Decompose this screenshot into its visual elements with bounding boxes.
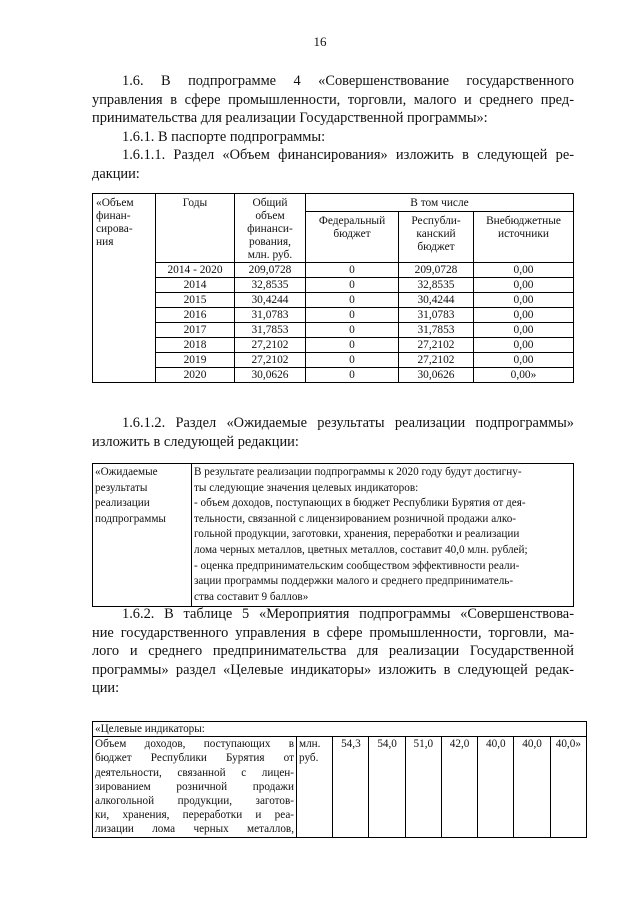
financing-row bbox=[93, 263, 574, 278]
cell-line: ства составит 9 баллов» bbox=[194, 590, 309, 603]
indicators-header: «Целевые индикаторы: bbox=[93, 722, 587, 737]
financing-label-continuation bbox=[93, 338, 156, 353]
cell-line: Республи- bbox=[411, 215, 461, 227]
cell-federal: 0 bbox=[306, 308, 399, 323]
cell-republic: 31,0783 bbox=[399, 308, 474, 323]
results-content-cell bbox=[192, 464, 574, 607]
cell-republic: 209,0728 bbox=[399, 263, 474, 278]
indicator-value: 51,0 bbox=[405, 737, 441, 837]
text-line: ние государственного управления в сфере промышленности, торговли, ма- bbox=[92, 624, 574, 641]
financing-label-continuation bbox=[93, 323, 156, 338]
cell-total: 209,0728 bbox=[235, 263, 306, 278]
indicator-value: 40,0» bbox=[550, 737, 586, 837]
cell-total: 30,4244 bbox=[235, 293, 306, 308]
financing-table bbox=[92, 193, 574, 383]
cell-line: - оценка предпринимательским сообществом эффективности реали- bbox=[194, 559, 520, 572]
financing-row bbox=[93, 278, 574, 293]
cell-line: руб. bbox=[299, 752, 319, 765]
financing-label-continuation bbox=[93, 293, 156, 308]
financing-label-continuation bbox=[93, 308, 156, 323]
cell-offbudget: 0,00» bbox=[474, 368, 574, 383]
cell-republic: 31,7853 bbox=[399, 323, 474, 338]
financing-row bbox=[93, 308, 574, 323]
financing-row bbox=[93, 323, 574, 338]
cell-line: финанси- bbox=[247, 223, 293, 235]
cell-federal: 0 bbox=[306, 278, 399, 293]
text-line: принимательства для реализации Государственной программы»: bbox=[92, 110, 488, 126]
cell-line: лизации лома черных металлов, bbox=[95, 823, 295, 836]
text-line: ции: bbox=[92, 680, 120, 696]
text-line: управления в сфере промышленности, торговли, малого и среднего пред- bbox=[92, 91, 574, 108]
cell-total: 30,0626 bbox=[235, 368, 306, 383]
cell-line: источники bbox=[498, 228, 549, 240]
cell-line: млн. bbox=[299, 738, 321, 751]
cell-line: зации программы поддержки малого и среднего предприниматель- bbox=[194, 575, 514, 588]
indicator-unit bbox=[297, 737, 333, 837]
text-line: дакции: bbox=[92, 165, 140, 182]
cell-year: 2016 bbox=[156, 308, 235, 323]
cell-line: Федеральный bbox=[318, 215, 386, 227]
header-republic bbox=[399, 212, 474, 263]
section-1-6-2 bbox=[92, 605, 574, 698]
text-line: 1.6. В подпрограмме 4 «Совершенствование государственного bbox=[122, 73, 574, 89]
cell-line: деятельности, связанной с лицен- bbox=[95, 766, 295, 779]
results-table bbox=[92, 463, 574, 607]
header-total bbox=[235, 194, 306, 263]
cell-line: Объем доходов, поступающих в bbox=[95, 738, 295, 751]
cell-offbudget: 0,00 bbox=[474, 323, 574, 338]
financing-row bbox=[93, 338, 574, 353]
header-including: В том числе bbox=[306, 194, 574, 212]
text-line: 1.6.1.2. Раздел «Ожидаемые результаты реализации подпрограммы» bbox=[122, 415, 574, 431]
indicators-table bbox=[92, 721, 587, 838]
indicator-value: 42,0 bbox=[441, 737, 477, 837]
indicator-value: 54,0 bbox=[369, 737, 405, 837]
cell-line: бюджет Республики Бурятия от bbox=[95, 752, 295, 765]
cell-year: 2014 bbox=[156, 278, 235, 293]
cell-line: объем bbox=[255, 210, 285, 222]
financing-label-continuation bbox=[93, 263, 156, 278]
cell-federal: 0 bbox=[306, 353, 399, 368]
cell-line: бюджет bbox=[417, 241, 455, 253]
cell-line: - объем доходов, поступающих в бюджет Республики Бурятия от дея- bbox=[194, 497, 526, 510]
cell-line: финан- bbox=[96, 210, 131, 222]
cell-line: реализации bbox=[95, 497, 150, 510]
cell-year: 2018 bbox=[156, 338, 235, 353]
cell-total: 32,8535 bbox=[235, 278, 306, 293]
indicator-value: 54,3 bbox=[333, 737, 369, 837]
financing-row bbox=[93, 293, 574, 308]
cell-federal: 0 bbox=[306, 293, 399, 308]
indicator-value: 40,0 bbox=[514, 737, 550, 837]
financing-label-continuation bbox=[93, 353, 156, 368]
cell-line: бюджет bbox=[333, 228, 371, 240]
cell-total: 31,7853 bbox=[235, 323, 306, 338]
financing-label-cell bbox=[93, 194, 156, 263]
cell-offbudget: 0,00 bbox=[474, 263, 574, 278]
cell-line: лома черных металлов, цветных металлов, составит 40,0 млн. рублей; bbox=[194, 543, 528, 556]
financing-row bbox=[93, 353, 574, 368]
cell-line: млн. руб. bbox=[247, 249, 293, 261]
section-1-6 bbox=[92, 72, 574, 183]
page-number: 16 bbox=[313, 34, 327, 49]
cell-republic: 30,4244 bbox=[399, 293, 474, 308]
cell-federal: 0 bbox=[306, 368, 399, 383]
cell-line: ки, хранения, переработки и реа- bbox=[95, 809, 295, 822]
cell-line: Общий bbox=[252, 197, 288, 209]
header-years: Годы bbox=[156, 194, 235, 263]
text-line: 1.6.2. В таблице 5 «Мероприятия подпрограммы «Совершенствова- bbox=[122, 606, 574, 622]
cell-year: 2014 - 2020 bbox=[156, 263, 235, 278]
indicator-value: 40,0 bbox=[478, 737, 514, 837]
cell-line: канский bbox=[416, 228, 456, 240]
text-line: программы» раздел «Целевые индикаторы» изложить в следующей редак- bbox=[92, 661, 574, 678]
cell-offbudget: 0,00 bbox=[474, 278, 574, 293]
cell-line: «Объем bbox=[96, 197, 134, 209]
cell-republic: 32,8535 bbox=[399, 278, 474, 293]
cell-line: алкогольной продукции, заготов- bbox=[95, 795, 295, 808]
text-line: лого и среднего предпринимательства для реализации Государственной bbox=[92, 643, 574, 659]
cell-federal: 0 bbox=[306, 323, 399, 338]
text-line: 1.6.1. В паспорте подпрограммы: bbox=[122, 128, 326, 145]
cell-line: Внебюджетные bbox=[486, 215, 561, 227]
cell-offbudget: 0,00 bbox=[474, 293, 574, 308]
indicator-description bbox=[93, 737, 297, 837]
cell-line: зированием розничной продажи bbox=[95, 780, 295, 793]
cell-line: ты следующие значения целевых индикаторов: bbox=[194, 481, 419, 494]
section-1-6-1-2 bbox=[92, 414, 574, 451]
cell-line: результаты bbox=[95, 481, 148, 494]
cell-offbudget: 0,00 bbox=[474, 338, 574, 353]
cell-total: 27,2102 bbox=[235, 338, 306, 353]
cell-offbudget: 0,00 bbox=[474, 308, 574, 323]
cell-offbudget: 0,00 bbox=[474, 353, 574, 368]
cell-federal: 0 bbox=[306, 338, 399, 353]
cell-line: рования, bbox=[249, 236, 291, 248]
financing-label-continuation bbox=[93, 368, 156, 383]
cell-total: 31,0783 bbox=[235, 308, 306, 323]
cell-total: 27,2102 bbox=[235, 353, 306, 368]
cell-year: 2019 bbox=[156, 353, 235, 368]
cell-line: В результате реализации подпрограммы к 2020 году будут достигну- bbox=[194, 466, 522, 478]
results-label-cell bbox=[93, 464, 192, 607]
cell-line: подпрограммы bbox=[95, 512, 166, 525]
header-offbudget bbox=[474, 212, 574, 263]
financing-row bbox=[93, 368, 574, 383]
cell-republic: 27,2102 bbox=[399, 338, 474, 353]
cell-line: сирова- bbox=[96, 223, 133, 235]
cell-year: 2015 bbox=[156, 293, 235, 308]
text-line: 1.6.1.1. Раздел «Объем финансирования» изложить в следующей ре- bbox=[122, 147, 574, 163]
cell-line: ния bbox=[96, 236, 114, 248]
cell-line: тельности, связанной с лицензированием розничной продажи алко- bbox=[194, 512, 517, 525]
financing-label-continuation bbox=[93, 278, 156, 293]
cell-line: гольной продукции, заготовки, хранения, переработки и реализации bbox=[194, 528, 520, 541]
header-federal bbox=[306, 212, 399, 263]
cell-year: 2020 bbox=[156, 368, 235, 383]
cell-line: «Ожидаемые bbox=[95, 466, 158, 478]
cell-republic: 30,0626 bbox=[399, 368, 474, 383]
cell-federal: 0 bbox=[306, 263, 399, 278]
cell-year: 2017 bbox=[156, 323, 235, 338]
text-line: изложить в следующей редакции: bbox=[92, 433, 299, 450]
cell-republic: 27,2102 bbox=[399, 353, 474, 368]
